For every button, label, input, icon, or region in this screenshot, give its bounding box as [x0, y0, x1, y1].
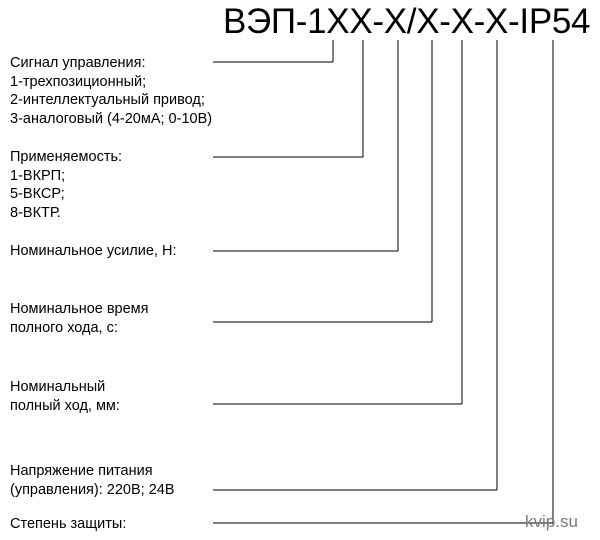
legend-line: Сигнал управления: — [10, 55, 146, 71]
legend-line: Степень защиты: — [10, 516, 127, 532]
leader-application — [213, 40, 363, 157]
legend-line: 2-интеллектуальный привод; — [10, 92, 205, 108]
legend-line: 1-ВКРП; — [10, 167, 66, 184]
model-code: ВЭП-1XX-X/X-X-X-IP54 — [223, 2, 591, 41]
legend-line: 1-трехпозиционный; — [10, 73, 147, 90]
legend-line: 8-ВКТР. — [10, 204, 61, 221]
leader-control-signal — [213, 40, 333, 62]
legend-line: Номинальное время — [10, 301, 149, 317]
legend-line: 3-аналоговый (4-20мА; 0-10В) — [10, 110, 213, 127]
leader-nominal-stroke — [213, 40, 462, 404]
legend-line: Номинальный — [10, 379, 106, 395]
leader-nominal-force — [213, 40, 398, 251]
leader-supply-voltage — [213, 40, 497, 490]
leader-protection — [213, 40, 553, 523]
legend-line: Применяемость: — [10, 149, 123, 165]
legend-line: Номинальное усилие, Н: — [10, 243, 177, 259]
legend-line: (управления): 220В; 24В — [10, 481, 175, 498]
legend-line: полный ход, мм: — [10, 397, 120, 414]
leader-nominal-time — [213, 40, 432, 322]
legend-line: полного хода, с: — [10, 319, 118, 336]
legend-line: 5-ВКСР; — [10, 186, 65, 202]
legend-line: Напряжение питания — [10, 463, 153, 479]
watermark: kvip.su — [525, 512, 578, 531]
